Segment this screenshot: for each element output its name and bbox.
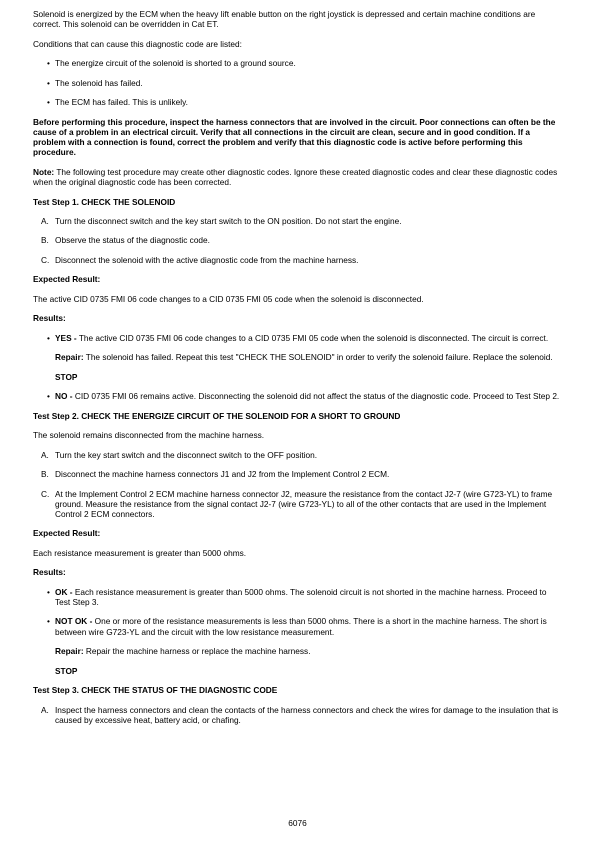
list-item-text: Disconnect the solenoid with the active diagnostic code from the machine harness. <box>55 254 359 265</box>
step2-intro: The solenoid remains disconnected from the machine harness. <box>33 430 265 441</box>
result-yes <box>33 333 563 382</box>
list-item <box>33 705 563 725</box>
list-item <box>33 216 563 226</box>
repair-paragraph <box>55 646 563 656</box>
step1-expected-label: Expected Result: <box>33 274 101 285</box>
step1-results-label: Results: <box>33 313 66 324</box>
step2-expected: Each resistance measurement is greater than 5000 ohms. <box>33 547 247 558</box>
repair-label: Repair: <box>55 646 84 657</box>
not-ok-label: NOT OK - <box>55 616 93 627</box>
step1-results-list <box>33 333 563 402</box>
yes-label: YES - <box>55 332 77 343</box>
list-item <box>33 469 563 479</box>
list-marker: C. <box>41 488 50 499</box>
list-item <box>33 255 563 265</box>
note-paragraph <box>33 167 563 187</box>
list-item-text: At the Implement Control 2 ECM machine harness connector J2, measure the resistance from the contact J2-7 (wire G723-YL) to frame ground. Measure the resistance from the signal contact J2-7 (wire G723-YL) to all of the other contacts that are used in the Implement Control 2 ECM connectors. <box>55 488 553 519</box>
ok-label: OK - <box>55 586 73 597</box>
list-item-text: Observe the status of the diagnostic code. <box>55 235 210 246</box>
note-label: Note: <box>33 166 55 177</box>
list-item-text: Inspect the harness connectors and clean the contacts of the harness connectors and check the wires for damage to the insulation that is caused by excessive heat, battery acid, or chafing. <box>55 704 559 725</box>
ok-text: Each resistance measurement is greater than 5000 ohms. The solenoid circuit is not shorted in the machine harness. Proceed to Test Step 3. <box>55 586 547 607</box>
step2-results-list <box>33 587 563 676</box>
list-marker: A. <box>41 449 49 460</box>
page-number: 6076 <box>288 818 307 828</box>
step3-heading: Test Step 3. CHECK THE STATUS OF THE DIAGNOSTIC CODE <box>33 685 278 696</box>
step1-list <box>33 216 563 265</box>
list-item-text: Disconnect the machine harness connectors J1 and J2 from the Implement Control 2 ECM. <box>55 469 390 480</box>
repair-paragraph <box>55 352 563 362</box>
step3-list <box>33 705 563 725</box>
not-ok-detail <box>55 646 563 676</box>
repair-text: Repair the machine harness or replace the machine harness. <box>83 646 311 657</box>
list-item-text: Turn the disconnect switch and the key start switch to the ON position. Do not start the engine. <box>55 215 402 226</box>
step1-heading: Test Step 1. CHECK THE SOLENOID <box>33 196 176 207</box>
no-text: CID 0735 FMI 06 remains active. Disconnecting the solenoid did not affect the status of the diagnostic code. Proceed to Test Step 2. <box>72 391 560 402</box>
intro-paragraph: Solenoid is energized by the ECM when the heavy lift enable button on the right joystick is depressed and certain machine conditions are correct. This solenoid can be overridden in Cat ET. <box>33 9 536 30</box>
list-item: • The energize circuit of the solenoid is shorted to a ground source. <box>33 58 563 68</box>
no-label: NO - <box>55 391 73 402</box>
list-item: • The ECM has failed. This is unlikely. <box>33 97 563 107</box>
not-ok-text: One or more of the resistance measurements is less than 5000 ohms. There is a short in the machine harness. The short is between wire G723-YL and the circuit with the low resistance measurement. <box>55 616 547 637</box>
list-item <box>33 489 563 520</box>
warning-paragraph: Before performing this procedure, inspect the harness connectors that are involved in the circuit. Poor connections can often be the cause of a problem in an electrical circuit. Verify that all connections in the circuit are clean, secure and in good condition. If a problem with a connection is found, correct the problem and verify that this diagnostic code is active before performing this procedure. <box>33 116 556 158</box>
stop-label: STOP <box>55 665 78 676</box>
yes-detail <box>55 352 563 382</box>
repair-text: The solenoid has failed. Repeat this test "CHECK THE SOLENOID" in order to verify the solenoid failure. Replace the solenoid. <box>83 352 553 363</box>
list-marker: C. <box>41 254 50 265</box>
list-marker: B. <box>41 469 49 480</box>
step2-heading: Test Step 2. CHECK THE ENERGIZE CIRCUIT OF THE SOLENOID FOR A SHORT TO GROUND <box>33 410 401 421</box>
step2-expected-label: Expected Result: <box>33 528 101 539</box>
list-marker: A. <box>41 215 49 226</box>
list-marker: A. <box>41 704 49 715</box>
step2-list <box>33 450 563 520</box>
list-item: • The solenoid has failed. <box>33 78 563 88</box>
conditions-list <box>33 58 563 107</box>
result-not-ok <box>33 616 563 675</box>
result-ok <box>33 587 563 607</box>
list-item <box>33 235 563 245</box>
yes-text: The active CID 0735 FMI 06 code changes to a CID 0735 FMI 05 code when the solenoid is disconnected. The circuit is correct. <box>76 332 549 343</box>
note-text: The following test procedure may create other diagnostic codes. Ignore these created diagnostic codes and clear these diagnostic codes when the original diagnostic code has been corrected. <box>33 166 558 188</box>
list-item-text: Turn the key start switch and the disconnect switch to the OFF position. <box>55 449 318 460</box>
stop-label: STOP <box>55 371 78 382</box>
step1-expected: The active CID 0735 FMI 06 code changes to a CID 0735 FMI 05 code when the solenoid is disconnected. <box>33 293 424 304</box>
conditions-intro: Conditions that can cause this diagnostic code are listed: <box>33 38 242 49</box>
document-page <box>33 9 563 734</box>
result-no <box>33 391 563 401</box>
step2-results-label: Results: <box>33 567 66 578</box>
repair-label: Repair: <box>55 352 84 363</box>
list-marker: B. <box>41 235 49 246</box>
list-item <box>33 450 563 460</box>
